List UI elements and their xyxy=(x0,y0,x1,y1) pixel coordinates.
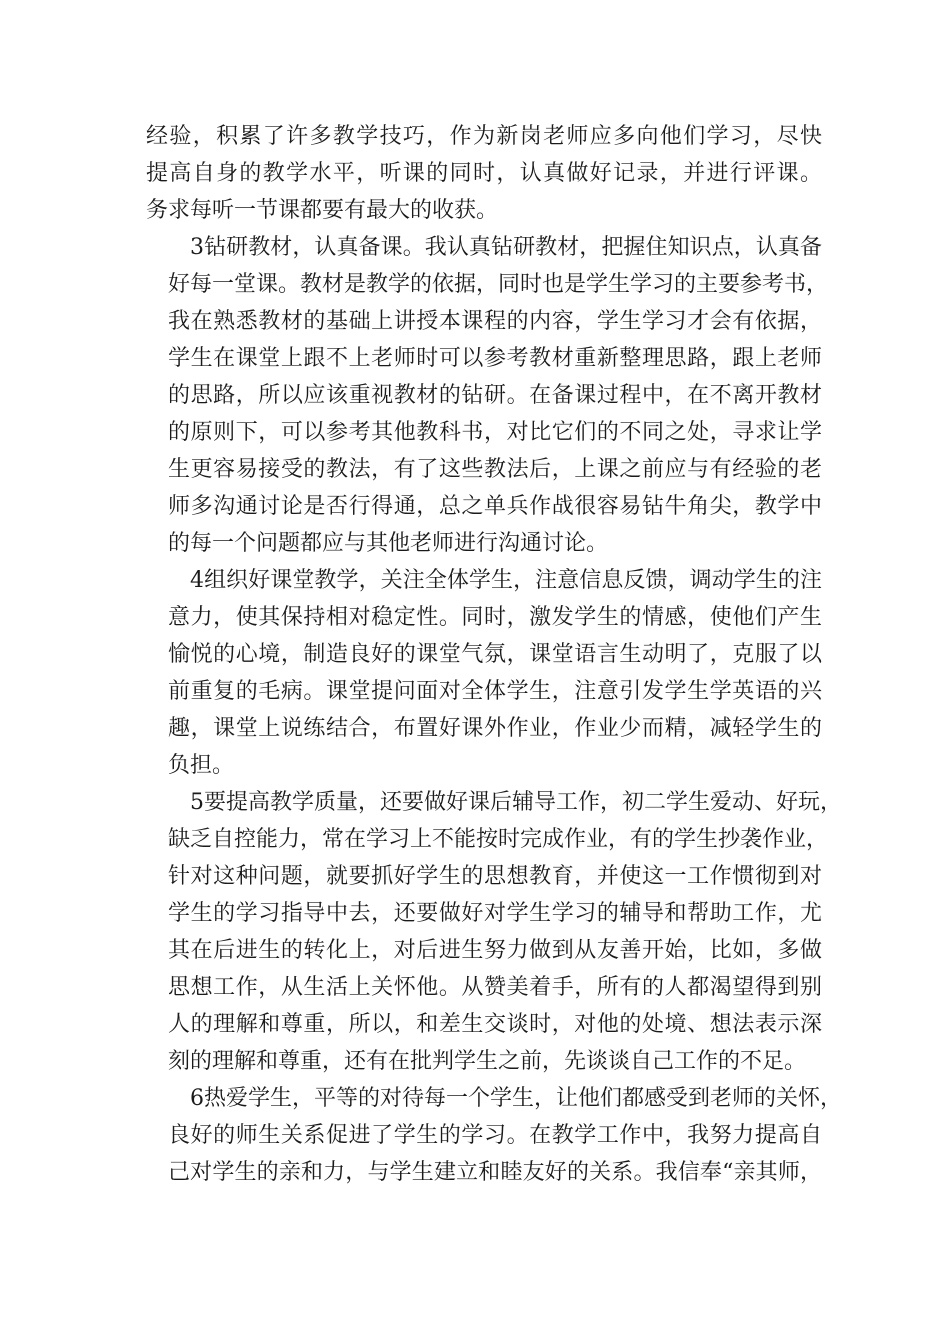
text-line: 意力，使其保持相对稳定性。同时，激发学生的情感，使他们产生 xyxy=(168,605,822,630)
text-line: 经验，积累了许多教学技巧，作为新岗老师应多向他们学习，尽快 xyxy=(146,124,822,149)
text-line: 针对这种问题，就要抓好学生的思想教育，并使这一工作惯彻到对 xyxy=(168,864,822,889)
text-line: 6热爱学生，平等的对待每一个学生，让他们都感受到老师的关怀， xyxy=(190,1086,842,1111)
text-line: 师多沟通讨论是否行得通，总之单兵作战很容易钻牛角尖，教学中 xyxy=(168,494,822,519)
paragraph-item-4 xyxy=(146,562,822,784)
text-line: 前重复的毛病。课堂提问面对全体学生，注意引发学生学英语的兴 xyxy=(168,679,822,704)
text-line: 刻的理解和尊重，还有在批判学生之前，先谈谈自己工作的不足。 xyxy=(168,1049,807,1074)
paragraph-continuation xyxy=(146,118,822,229)
text-line: 学生的学习指导中去，还要做好对学生学习的辅导和帮助工作，尤 xyxy=(168,901,822,926)
text-line: 好每一堂课。教材是教学的依据，同时也是学生学习的主要参考书， xyxy=(168,272,829,297)
text-line: 4组织好课堂教学，关注全体学生，注意信息反馈，调动学生的注 xyxy=(190,568,822,593)
text-line: 人的理解和尊重，所以，和差生交谈时，对他的处境、想法表示深 xyxy=(168,1012,822,1037)
text-line: 的思路，所以应该重视教材的钻研。在备课过程中，在不离开教材 xyxy=(168,383,822,408)
text-line: 的原则下，可以参考其他教科书，对比它们的不同之处，寻求让学 xyxy=(168,420,822,445)
text-line: 良好的师生关系促进了学生的学习。在教学工作中，我努力提高自 xyxy=(168,1123,822,1148)
paragraph-item-6 xyxy=(146,1080,842,1191)
text-line: 趣，课堂上说练结合，布置好课外作业，作业少而精，减轻学生的 xyxy=(168,716,822,741)
text-line: 负担。 xyxy=(168,753,235,778)
text-line: 学生在课堂上跟不上老师时可以参考教材重新整理思路，跟上老师 xyxy=(168,346,822,371)
text-line: 缺乏自控能力，常在学习上不能按时完成作业，有的学生抄袭作业， xyxy=(168,827,829,852)
paragraph-item-3 xyxy=(146,229,829,562)
text-line: 提高自身的教学水平，听课的同时，认真做好记录，并进行评课。 xyxy=(146,161,822,186)
document-body xyxy=(146,118,842,1191)
text-line: 我在熟悉教材的基础上讲授本课程的内容，学生学习才会有依据， xyxy=(168,309,822,334)
text-line: 思想工作，从生活上关怀他。从赞美着手，所有的人都渴望得到别 xyxy=(168,975,822,1000)
text-line: 己对学生的亲和力，与学生建立和睦友好的关系。我信奉“亲其师， xyxy=(168,1160,822,1185)
text-line: 3钻研教材，认真备课。我认真钻研教材，把握住知识点，认真备 xyxy=(190,235,822,260)
text-line: 务求每听一节课都要有最大的收获。 xyxy=(146,198,499,223)
text-line: 愉悦的心境，制造良好的课堂气氛，课堂语言生动明了，克服了以 xyxy=(168,642,822,667)
text-line: 5要提高教学质量，还要做好课后辅导工作，初二学生爱动、好玩， xyxy=(190,790,842,815)
text-line: 生更容易接受的教法，有了这些教法后，上课之前应与有经验的老 xyxy=(168,457,822,482)
paragraph-item-5 xyxy=(146,784,842,1080)
text-line: 的每一个问题都应与其他老师进行沟通讨论。 xyxy=(168,531,609,556)
text-line: 其在后进生的转化上，对后进生努力做到从友善开始，比如，多做 xyxy=(168,938,822,963)
